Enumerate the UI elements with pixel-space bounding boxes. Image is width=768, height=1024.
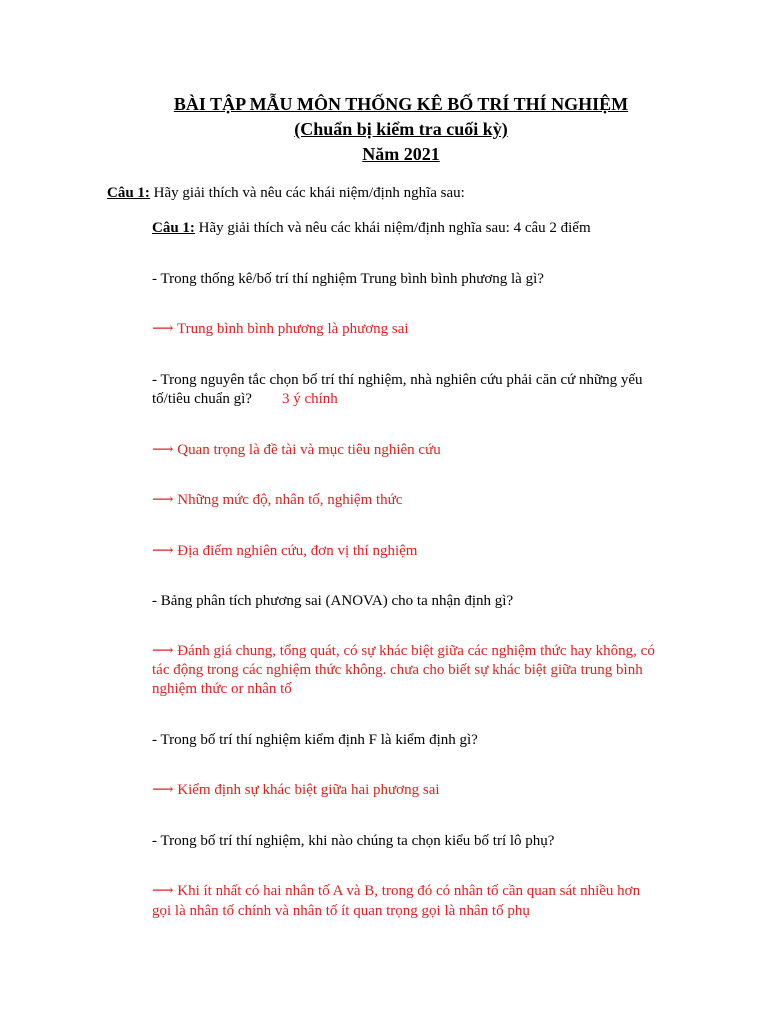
answer-e-line-2: gọi là nhân tố chính và nhân tố ít quan trọng gọi là nhân tố phụ: [152, 903, 530, 919]
question-a: - Trong thống kê/bố trí thí nghiệm Trung bình bình phương là gì?: [152, 271, 544, 287]
question-1-label: Câu 1:: [107, 185, 150, 201]
question-1-intro: [107, 183, 465, 203]
doc-title-line-2: (Chuẩn bị kiểm tra cuối kỳ): [294, 119, 508, 139]
answer-b-3: ⟶ Địa điểm nghiên cứu, đơn vị thí nghiệm: [152, 543, 418, 559]
doc-title-line-3: Năm 2021: [362, 144, 440, 164]
answer-a: ⟶ Trung bình bình phương là phương sai: [152, 321, 409, 337]
question-c: - Bảng phân tích phương sai (ANOVA) cho ta nhận định gì?: [152, 593, 514, 609]
answer-c-line-1: ⟶ Đánh giá chung, tổng quát, có sự khác biệt giữa các nghiệm thức hay không, có: [152, 643, 655, 659]
question-1-detail-text: Hãy giải thích và nêu các khái niệm/định nghĩa sau: 4 câu 2 điểm: [194, 220, 591, 236]
answer-c-line-2: tác động trong các nghiệm thức không. chưa cho biết sự khác biệt giữa trung bình: [152, 662, 643, 678]
question-b-line-2: [152, 389, 338, 409]
question-1-detail-label: Câu 1:: [152, 220, 195, 236]
answer-d: ⟶ Kiểm định sự khác biệt giữa hai phương sai: [152, 782, 440, 798]
answer-c-line-3: nghiệm thức or nhân tố: [152, 681, 292, 697]
question-b-text: tố/tiêu chuẩn gì?: [152, 391, 252, 407]
answer-b-1: ⟶ Quan trọng là đề tài và mục tiêu nghiên cứu: [152, 442, 441, 458]
question-d: - Trong bố trí thí nghiệm kiểm định F là kiểm định gì?: [152, 732, 478, 748]
answer-e-line-1: ⟶ Khi ít nhất có hai nhân tố A và B, trong đó có nhân tố cần quan sát nhiều hơn: [152, 883, 641, 899]
question-1-text: Hãy giải thích và nêu các khái niệm/định nghĩa sau:: [149, 185, 465, 201]
question-1-detail: [152, 218, 591, 238]
question-e: - Trong bố trí thí nghiệm, khi nào chúng ta chọn kiểu bố trí lô phụ?: [152, 833, 555, 849]
answer-b-2: ⟶ Những mức độ, nhân tố, nghiệm thức: [152, 492, 403, 508]
question-b-line-1: - Trong nguyên tắc chọn bố trí thí nghiệm, nhà nghiên cứu phải căn cứ những yếu: [152, 372, 643, 388]
doc-title-line-1: BÀI TẬP MẪU MÔN THỐNG KÊ BỐ TRÍ THÍ NGHIỆM: [173, 94, 629, 114]
question-b-note: 3 ý chính: [281, 391, 338, 407]
